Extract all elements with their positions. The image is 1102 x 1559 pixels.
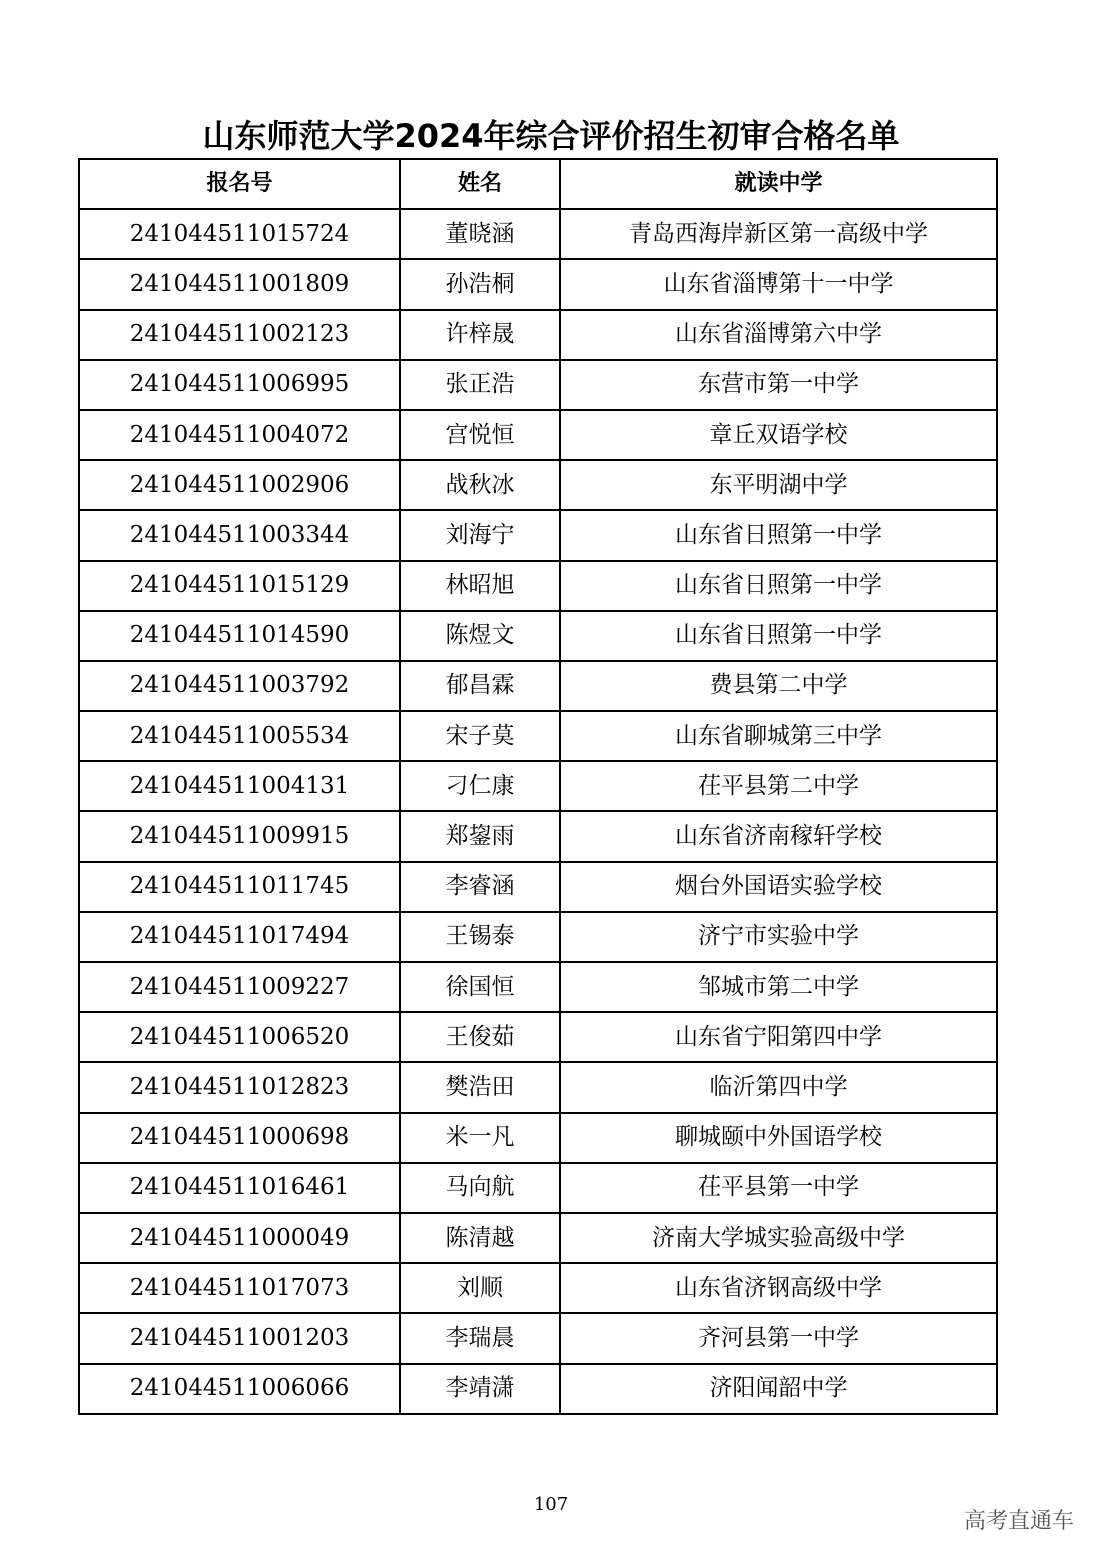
student-name-cell: 郁昌霖 [400,661,560,711]
table-header-row [79,159,997,209]
table-row [79,761,997,811]
header-name: 姓名 [400,159,560,209]
student-name-cell: 刁仁康 [400,761,560,811]
student-name-cell: 战秋冰 [400,460,560,510]
table-row [79,460,997,510]
table-row [79,1113,997,1163]
registration-number-cell: 241044511009915 [79,811,400,861]
registration-number-cell: 241044511002906 [79,460,400,510]
school-cell: 茌平县第一中学 [560,1163,997,1213]
table-row [79,711,997,761]
school-cell: 聊城颐中外国语学校 [560,1113,997,1163]
table-row [79,259,997,309]
school-cell: 青岛西海岸新区第一高级中学 [560,209,997,259]
school-cell: 东平明湖中学 [560,460,997,510]
school-cell: 邹城市第二中学 [560,962,997,1012]
school-cell: 章丘双语学校 [560,410,997,460]
table-row [79,862,997,912]
registration-number-cell: 241044511001809 [79,259,400,309]
registration-number-cell: 241044511017494 [79,912,400,962]
document-title: 山东师范大学2024年综合评价招生初审合格名单 [202,117,900,155]
school-cell: 山东省淄博第十一中学 [560,259,997,309]
school-cell: 临沂第四中学 [560,1062,997,1112]
table-row [79,310,997,360]
table-row [79,811,997,861]
school-cell: 山东省日照第一中学 [560,510,997,560]
student-name-cell: 李睿涵 [400,862,560,912]
table-row [79,1062,997,1112]
student-name-cell: 徐国恒 [400,962,560,1012]
registration-number-cell: 241044511002123 [79,310,400,360]
school-cell: 济宁市实验中学 [560,912,997,962]
watermark: 高考直通车 [963,1509,1074,1534]
student-name-cell: 林昭旭 [400,561,560,611]
student-name-cell: 宫悦恒 [400,410,560,460]
registration-number-cell: 241044511003344 [79,510,400,560]
registration-number-cell: 241044511015129 [79,561,400,611]
header-registration-number: 报名号 [79,159,400,209]
registration-number-cell: 241044511003792 [79,661,400,711]
student-name-cell: 马向航 [400,1163,560,1213]
registration-number-cell: 241044511006520 [79,1012,400,1062]
table-row [79,1012,997,1062]
table-row [79,1263,997,1313]
school-cell: 山东省日照第一中学 [560,611,997,661]
school-cell: 费县第二中学 [560,661,997,711]
registration-number-cell: 241044511015724 [79,209,400,259]
registration-number-cell: 241044511006066 [79,1364,400,1414]
registration-number-cell: 241044511012823 [79,1062,400,1112]
school-cell: 山东省宁阳第四中学 [560,1012,997,1062]
table-row [79,209,997,259]
student-name-cell: 李靖潇 [400,1364,560,1414]
student-name-cell: 樊浩田 [400,1062,560,1112]
student-name-cell: 米一凡 [400,1113,560,1163]
school-cell: 齐河县第一中学 [560,1313,997,1363]
registration-number-cell: 241044511011745 [79,862,400,912]
registration-number-cell: 241044511000698 [79,1113,400,1163]
student-name-cell: 宋子莫 [400,711,560,761]
table-row [79,912,997,962]
school-cell: 茌平县第二中学 [560,761,997,811]
student-name-cell: 刘海宁 [400,510,560,560]
student-name-cell: 董晓涵 [400,209,560,259]
student-name-cell: 孙浩桐 [400,259,560,309]
registration-number-cell: 241044511006995 [79,360,400,410]
table-row [79,962,997,1012]
school-cell: 山东省聊城第三中学 [560,711,997,761]
table-row [79,510,997,560]
student-name-cell: 陈煜文 [400,611,560,661]
table-row [79,410,997,460]
student-name-cell: 王俊茹 [400,1012,560,1062]
table-body [79,209,997,1414]
school-cell: 济阳闻韶中学 [560,1364,997,1414]
school-cell: 山东省日照第一中学 [560,561,997,611]
registration-number-cell: 241044511014590 [79,611,400,661]
table-row [79,1313,997,1363]
school-cell: 山东省济南稼轩学校 [560,811,997,861]
registration-number-cell: 241044511017073 [79,1263,400,1313]
table-row [79,561,997,611]
registration-number-cell: 241044511016461 [79,1163,400,1213]
student-name-cell: 郑鋆雨 [400,811,560,861]
school-cell: 山东省淄博第六中学 [560,310,997,360]
table-row [79,1364,997,1414]
student-name-cell: 刘顺 [400,1263,560,1313]
student-name-cell: 李瑞晨 [400,1313,560,1363]
school-cell: 烟台外国语实验学校 [560,862,997,912]
table-row [79,1163,997,1213]
student-name-cell: 王锡泰 [400,912,560,962]
table-row [79,360,997,410]
student-name-cell: 许梓晟 [400,310,560,360]
page-number: 107 [533,1494,569,1515]
registration-number-cell: 241044511005534 [79,711,400,761]
table-row [79,611,997,661]
school-cell: 东营市第一中学 [560,360,997,410]
table-row [79,1213,997,1263]
table-row [79,661,997,711]
student-name-cell: 张正浩 [400,360,560,410]
student-name-cell: 陈清越 [400,1213,560,1263]
admission-table [78,158,998,1415]
registration-number-cell: 241044511001203 [79,1313,400,1363]
registration-number-cell: 241044511009227 [79,962,400,1012]
registration-number-cell: 241044511004072 [79,410,400,460]
school-cell: 山东省济钢高级中学 [560,1263,997,1313]
school-cell: 济南大学城实验高级中学 [560,1213,997,1263]
registration-number-cell: 241044511004131 [79,761,400,811]
header-school: 就读中学 [560,159,997,209]
registration-number-cell: 241044511000049 [79,1213,400,1263]
